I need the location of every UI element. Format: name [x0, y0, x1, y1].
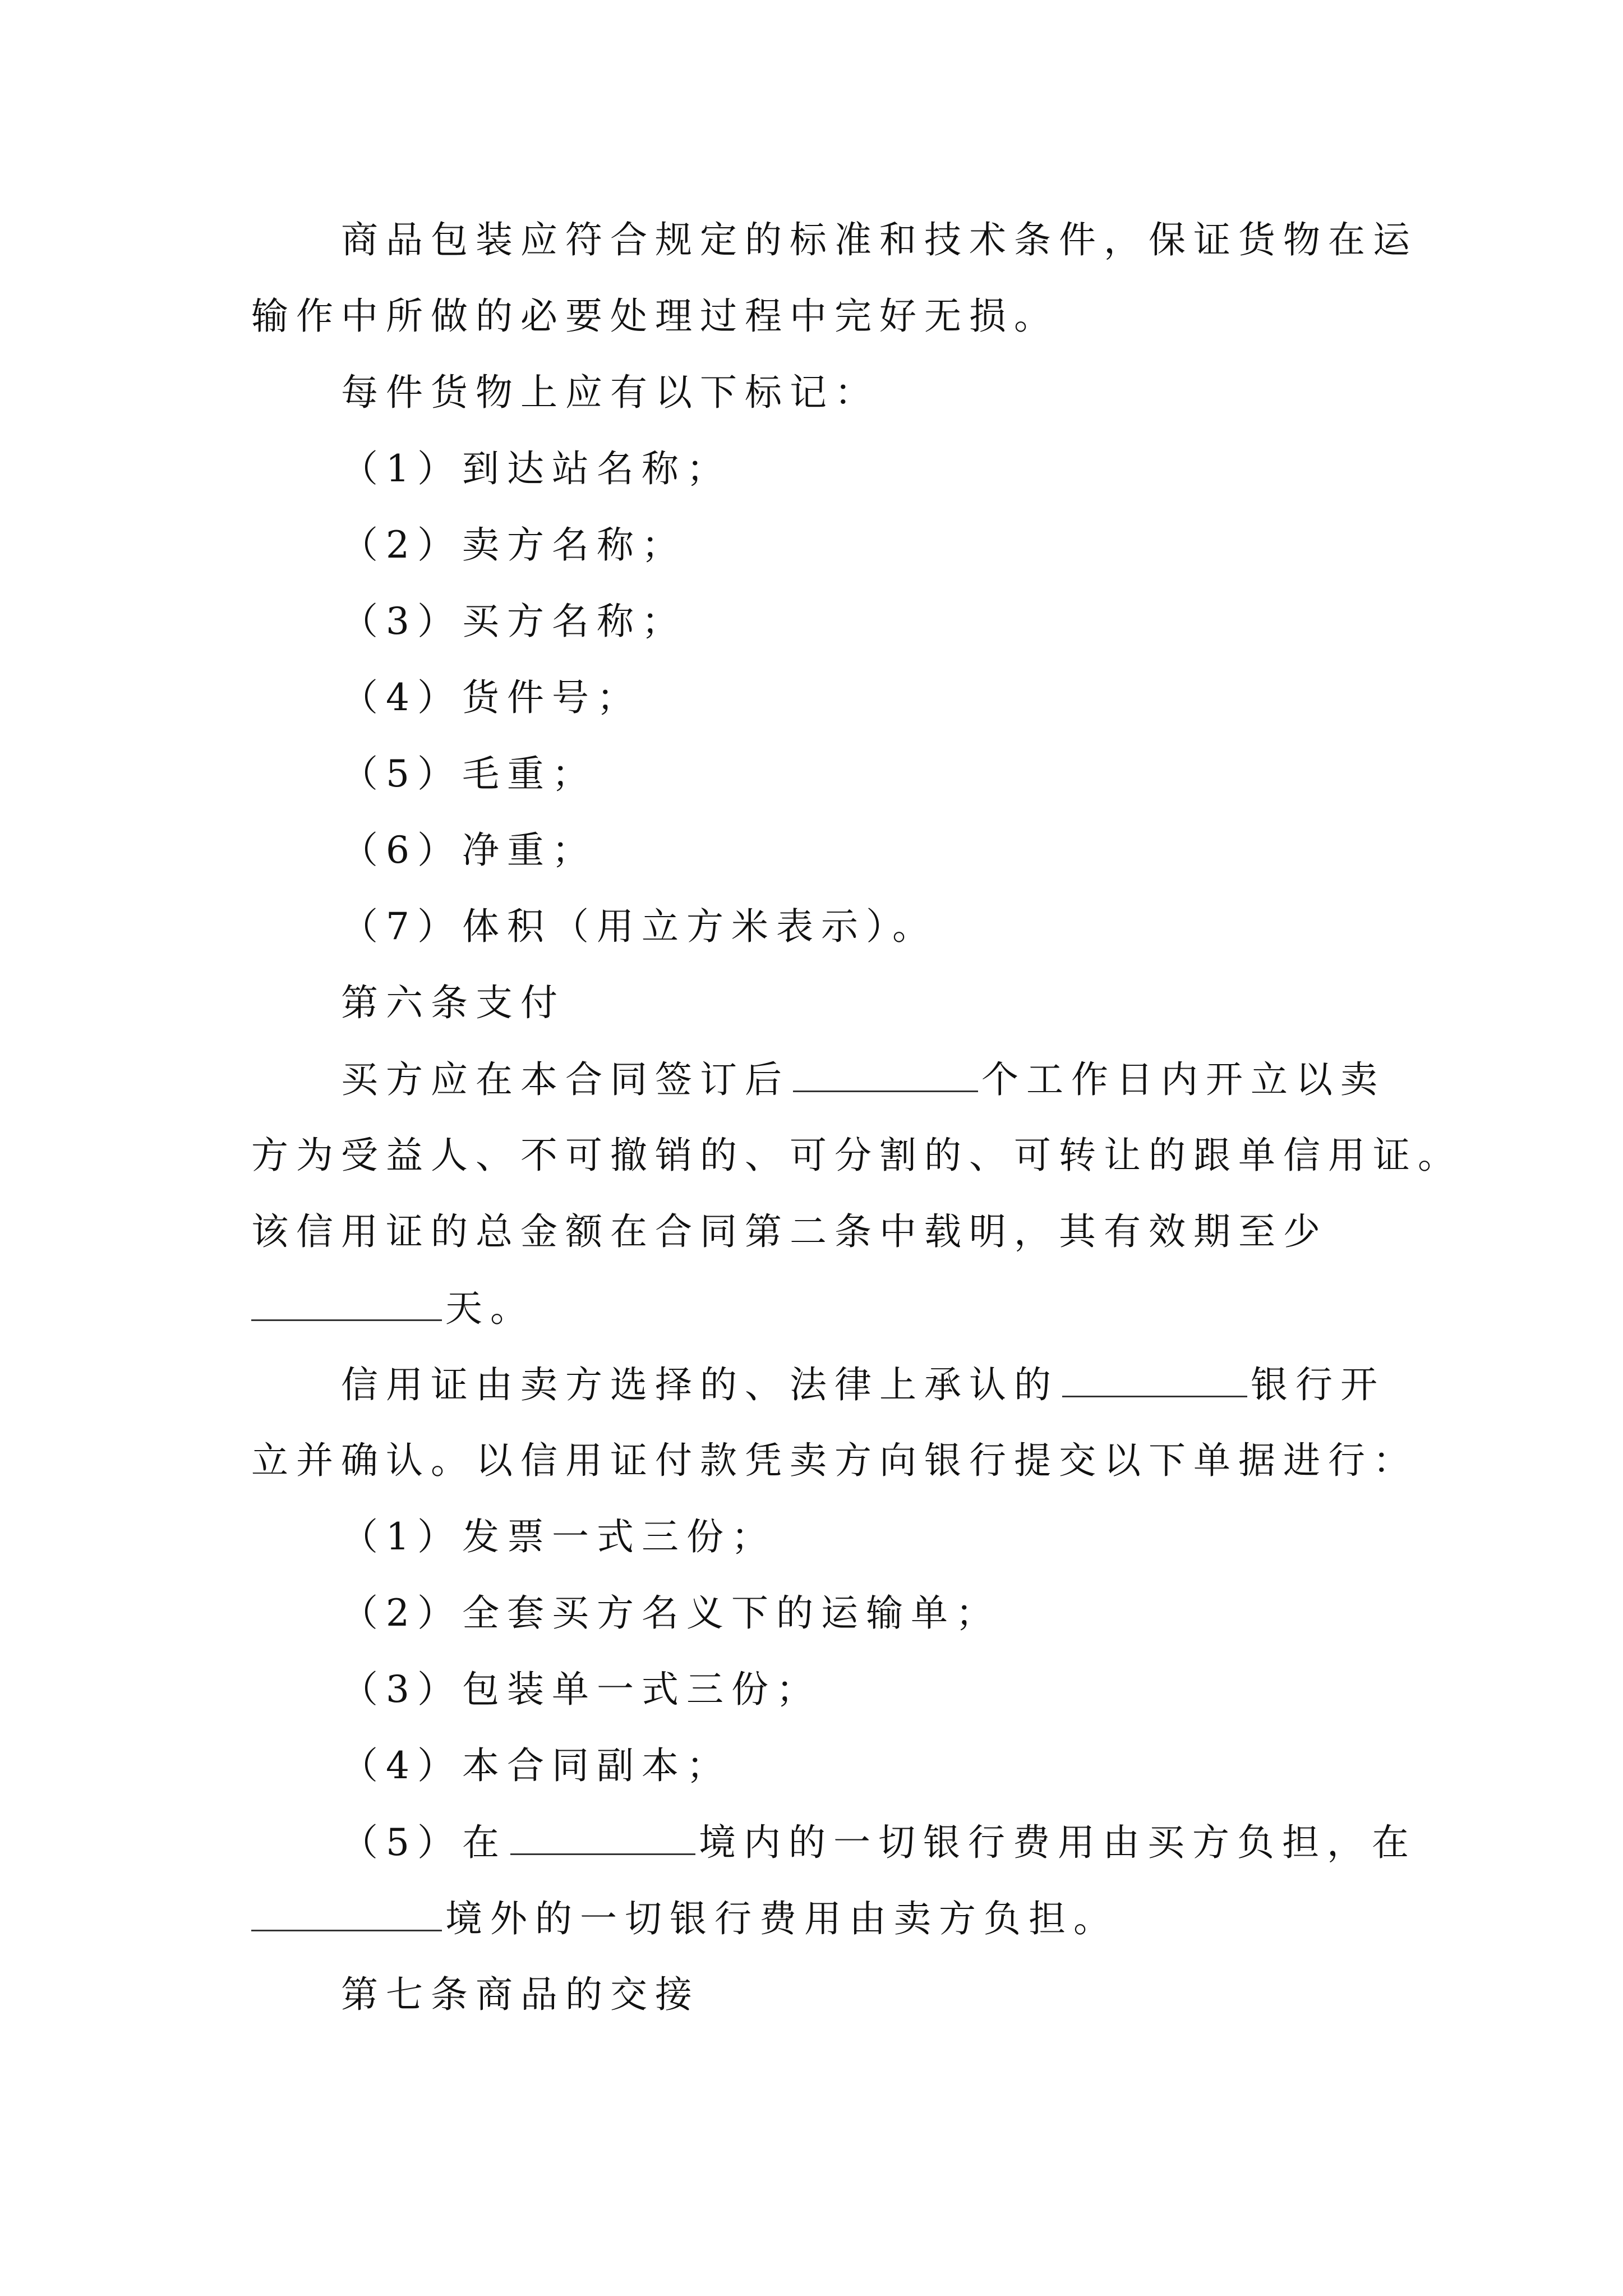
payment-paragraph-line-2: 方为受益人、不可撤销的、可分割的、可转让的跟单信用证。 [251, 1134, 1463, 1177]
document-item: （4）本合同副本； [341, 1744, 731, 1787]
lc-text-a: 信用证由卖方选择的、法律上承认的 [341, 1363, 1059, 1406]
lc-paragraph-line-2: 立并确认。以信用证付款凭卖方向银行提交以下单据进行： [251, 1439, 1418, 1482]
article-6-title: 第六条支付 [341, 981, 565, 1024]
domestic-country-blank [510, 1820, 695, 1855]
payment-text-b: 个工作日内开立以卖 [981, 1058, 1385, 1101]
lc-paragraph-line-1 [341, 1362, 1385, 1407]
validity-days-blank [251, 1286, 442, 1321]
mark-item: （4）货件号； [341, 676, 642, 719]
working-days-blank [793, 1057, 978, 1092]
mark-item: （3）买方名称； [341, 600, 686, 643]
bank-name-blank [1062, 1362, 1247, 1397]
doc5-text-b: 境内的一切银行费用由买方负担，在 [699, 1821, 1417, 1864]
doc5-text-a: （5）在 [341, 1821, 507, 1864]
payment-paragraph-line-3: 该信用证的总金额在合同第二条中载明，其有效期至少 [251, 1210, 1328, 1253]
mark-item: （7）体积（用立方米表示）。 [341, 905, 937, 948]
payment-text-days: 天。 [445, 1287, 535, 1330]
document-item: （3）包装单一式三份； [341, 1668, 821, 1711]
document-item-5-line-2 [251, 1896, 1118, 1941]
foreign-country-blank [251, 1896, 442, 1931]
document-item: （1）发票一式三份； [341, 1515, 776, 1558]
mark-item: （1）到达站名称； [341, 447, 731, 490]
packaging-paragraph-line-2: 输作中所做的必要处理过程中完好无损。 [251, 295, 1059, 338]
payment-text-a: 买方应在本合同签订后 [341, 1058, 790, 1101]
mark-item: （5）毛重； [341, 752, 597, 795]
article-7-title: 第七条商品的交接 [341, 1973, 700, 2016]
document-item: （2）全套买方名义下的运输单； [341, 1591, 1000, 1635]
mark-item: （2）卖方名称； [341, 523, 686, 567]
document-item-5-line-1 [341, 1820, 1417, 1865]
mark-item: （6）净重； [341, 829, 597, 872]
payment-paragraph-line-1 [341, 1057, 1385, 1102]
payment-paragraph-line-4 [251, 1286, 535, 1331]
packaging-paragraph-line-1: 商品包装应符合规定的标准和技术条件，保证货物在运 [341, 218, 1418, 261]
lc-text-b: 银行开 [1251, 1363, 1385, 1406]
doc5-text-c: 境外的一切银行费用由卖方负担。 [445, 1897, 1118, 1940]
marks-intro: 每件货物上应有以下标记： [341, 371, 879, 414]
